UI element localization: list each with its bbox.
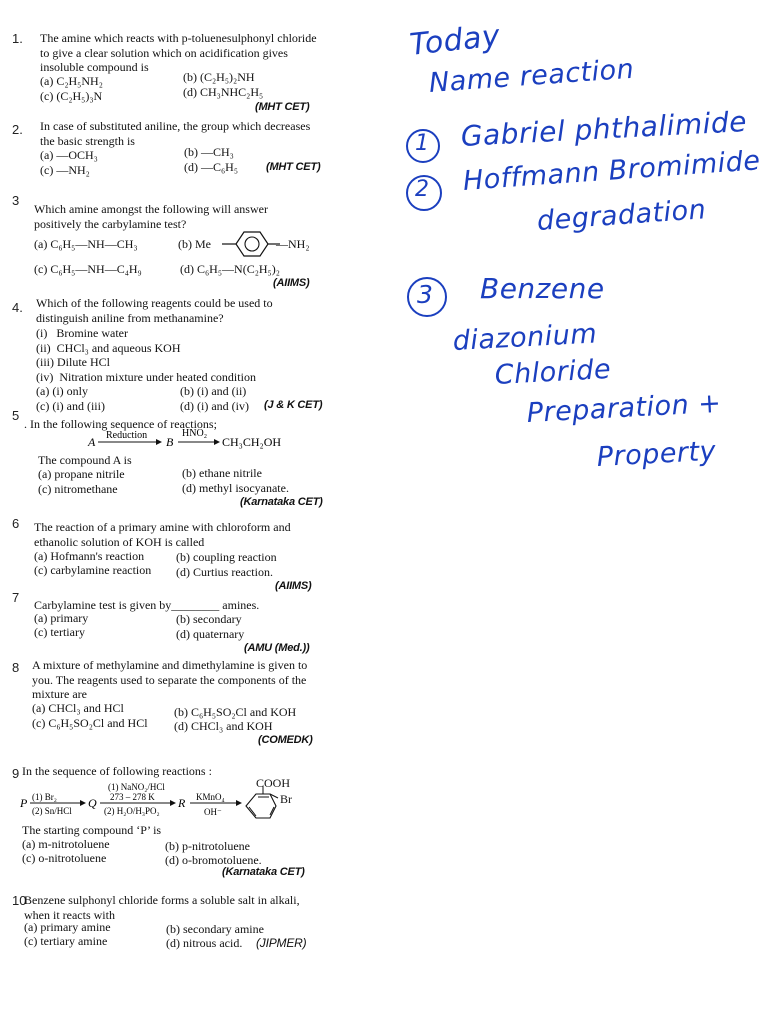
cooh-label: COOH xyxy=(256,776,291,790)
question-number: 3 xyxy=(12,193,20,208)
note-hoffmann: Hoffmann Bromimide xyxy=(462,145,762,197)
reagent-nano2: (1) NaNO₂/HCl xyxy=(108,782,165,792)
question-stem: A mixture of methylamine and dimethylamine is given to you. The reagents used to separate the components of the mixture are xyxy=(32,658,308,701)
note-diazonium: diazonium xyxy=(452,318,598,357)
option-d: (d) quaternary xyxy=(176,627,245,641)
question-stem: In case of substituted aniline, the group which decreases the basic strength is xyxy=(40,119,311,148)
note-item-2-number: 2 xyxy=(415,177,430,202)
reagent-snhcl: (2) Sn/HCl xyxy=(32,806,72,816)
option-c: (c) C₆H₅—NH—C₄H₉ xyxy=(34,262,142,276)
br-label: Br xyxy=(280,792,292,806)
question-number: 7 xyxy=(12,590,20,605)
note-today: Today xyxy=(408,18,502,63)
option-b: (b) Me xyxy=(178,237,211,251)
option-c: (c) o-nitrotoluene xyxy=(22,851,107,865)
question-stem: The amine which reacts with p-toluenesulphonyl chloride to give a clear solution which on acidification gives insoluble compound is xyxy=(40,31,317,74)
note-preparation: Preparation + xyxy=(526,387,723,429)
option-a: (a) primary xyxy=(34,611,89,625)
question-stem: Carbylamine test is given by________ amines. xyxy=(34,598,260,612)
option-b: (b) C₆H₅SO₂Cl and KOH xyxy=(174,705,297,719)
reagent-oh: OH⁻ xyxy=(204,807,222,817)
option-a: (a) m-nitrotoluene xyxy=(22,837,110,851)
reagent-h3po2: (2) H₂O/H₃PO₂ xyxy=(104,806,160,816)
question-source: (JIPMER) xyxy=(256,936,307,950)
question-stem: Which amine amongst the following will answer positively the carbylamine test? xyxy=(34,202,268,231)
option-c: (c) (C₂H₅)₃N xyxy=(40,89,103,103)
option-a: (a) primary amine xyxy=(24,920,111,934)
option-b: (b) —CH₃ xyxy=(184,145,234,159)
question-number: 6 xyxy=(12,516,20,531)
question-line: The compound A is xyxy=(38,453,132,467)
option-a: (a) Hofmann's reaction xyxy=(34,549,145,563)
option-b: (b) secondary xyxy=(176,612,242,626)
benzene-ring-icon xyxy=(222,228,282,260)
question-line: The starting compound ‘P’ is xyxy=(22,823,162,837)
question-stem: . In the following sequence of reactions; xyxy=(24,417,217,431)
list-item: (i) Bromine water xyxy=(36,326,128,340)
option-b: (b) secondary amine xyxy=(166,922,264,936)
question-stem: Which of the following reagents could be used to distinguish aniline from methanamine? xyxy=(36,296,273,325)
question-number: 10 xyxy=(12,893,27,908)
question-source: (MHT CET) xyxy=(266,161,321,173)
reagent-temp: 273 – 278 K xyxy=(110,792,155,802)
option-b: (b) ethane nitrile xyxy=(182,466,262,480)
option-d: (d) nitrous acid. xyxy=(166,936,243,950)
option-c: (c) carbylamine reaction xyxy=(34,563,152,577)
compound-b: B xyxy=(166,435,174,449)
question-stem: The reaction of a primary amine with chloroform and ethanolic solution of KOH is called xyxy=(34,520,291,549)
reagent-br2: (1) Br₂ xyxy=(32,792,57,802)
question-source: (AIIMS) xyxy=(275,580,312,592)
list-item: (iv) Nitration mixture under heated condition xyxy=(36,370,256,384)
question-number: 2. xyxy=(12,122,23,137)
question-number: 9 xyxy=(12,766,20,781)
question-source: (AIIMS) xyxy=(273,277,310,289)
option-d: (d) CHCl₃ and KOH xyxy=(174,719,273,733)
option-d: (d) —C₆H₅ xyxy=(184,160,239,174)
compound-r: R xyxy=(178,796,186,810)
list-item: (iii) Dilute HCl xyxy=(36,355,110,369)
note-degradation: degradation xyxy=(536,194,708,237)
question-source: (Karnataka CET) xyxy=(240,496,323,508)
option-d: (d) Curtius reaction. xyxy=(176,565,273,579)
note-chloride: Chloride xyxy=(494,353,612,391)
option-d: (d) (i) and (iv) xyxy=(180,399,249,413)
product: CH₃CH₂OH xyxy=(222,435,282,449)
question-number: 1. xyxy=(12,31,23,46)
reagent-kmno4: KMnO₄ xyxy=(196,792,225,802)
question-source: (Karnataka CET) xyxy=(222,866,305,878)
option-c: (c) (i) and (iii) xyxy=(36,399,105,413)
question-stem: Benzene sulphonyl chloride forms a soluble salt in alkali, when it reacts with xyxy=(24,893,300,922)
question-number: 4. xyxy=(12,300,23,315)
option-c: (c) nitromethane xyxy=(38,482,118,496)
question-source: (AMU (Med.)) xyxy=(244,642,310,654)
question-source: (J & K CET) xyxy=(264,399,323,411)
reagent-hno2: HNO₂ xyxy=(182,428,208,439)
note-property: Property xyxy=(596,435,717,473)
option-b: (b) (i) and (ii) xyxy=(180,384,247,398)
question-stem: In the sequence of following reactions : xyxy=(22,764,212,778)
option-c: (c) tertiary amine xyxy=(24,934,108,948)
list-item: (ii) CHCl₃ and aqueous KOH xyxy=(36,341,181,355)
option-d: (d) C₆H₅—N(C₂H₅)₂ xyxy=(180,262,280,276)
option-a: (a) (i) only xyxy=(36,384,88,398)
reaction-scheme xyxy=(86,426,296,454)
question-source: (COMEDK) xyxy=(258,734,313,746)
option-b-suffix: —NH₂ xyxy=(276,237,310,251)
option-b: (b) coupling reaction xyxy=(176,550,277,564)
option-d: (d) o-bromotoluene. xyxy=(165,853,262,867)
option-c: (c) tertiary xyxy=(34,625,85,639)
question-number: 5 xyxy=(12,408,20,423)
option-a: (a) C₆H₅—NH—CH₃ xyxy=(34,237,138,251)
question-number: 8 xyxy=(12,660,20,675)
note-name-reaction: Name reaction xyxy=(428,53,636,99)
option-a: (a) CHCl₃ and HCl xyxy=(32,701,124,715)
question-source: (MHT CET) xyxy=(255,101,310,113)
option-d: (d) CH₃NHC₂H₅ xyxy=(183,85,264,99)
compound-q: Q xyxy=(88,796,97,810)
option-a: (a) C₂H₅NH₂ xyxy=(40,74,103,88)
option-b: (b) p-nitrotoluene xyxy=(165,839,250,853)
option-b: (b) (C₂H₅)₂NH xyxy=(183,70,255,84)
option-a: (a) —OCH₃ xyxy=(40,148,98,162)
option-a: (a) propane nitrile xyxy=(38,467,125,481)
note-benzene: Benzene xyxy=(480,272,605,305)
option-c: (c) C₆H₅SO₂Cl and HCl xyxy=(32,716,148,730)
note-item-1-number: 1 xyxy=(415,131,430,156)
note-item-3-number: 3 xyxy=(417,280,434,309)
reagent-reduction: Reduction xyxy=(106,430,148,441)
note-gabriel: Gabriel phthalimide xyxy=(460,105,748,153)
option-d: (d) methyl isocyanate. xyxy=(182,481,289,495)
compound-p: P xyxy=(20,796,28,810)
compound-a: A xyxy=(88,435,96,449)
option-c: (c) —NH₂ xyxy=(40,163,90,177)
